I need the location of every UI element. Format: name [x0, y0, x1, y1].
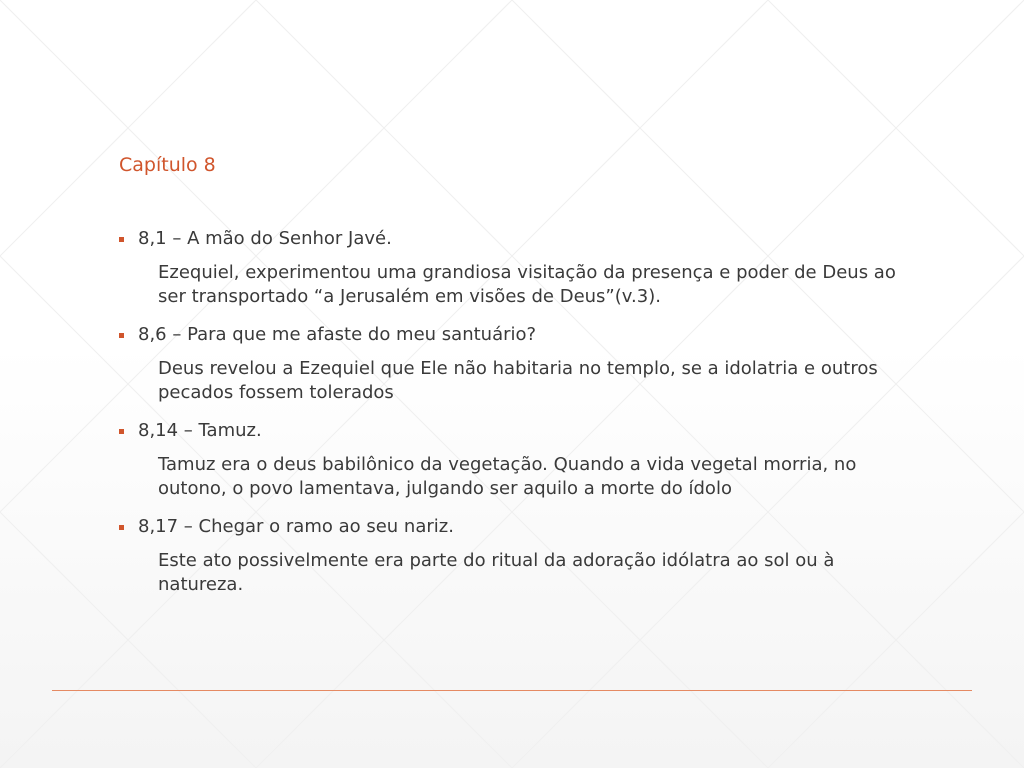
item-description: Tamuz era o deus babilônico da vegetação. Quando a vida vegetal morria, no outono, o povo lamentava, julgando ser aquilo a morte do ídolo	[158, 454, 857, 499]
list-item	[118, 227, 918, 309]
square-bullet-icon	[119, 237, 124, 242]
footer-divider	[52, 690, 972, 691]
item-heading: 8,6 – Para que me afaste do meu santuário?	[138, 324, 537, 345]
item-description: Ezequiel, experimentou uma grandiosa visitação da presença e poder de Deus ao ser transportado “a Jerusalém em visões de Deus”(v.3).	[158, 262, 896, 307]
square-bullet-icon	[119, 333, 124, 338]
square-bullet-icon	[119, 429, 124, 434]
bullet-list	[118, 227, 918, 597]
list-item	[118, 515, 918, 597]
list-item	[118, 323, 918, 405]
item-heading: 8,1 – A mão do Senhor Javé.	[138, 228, 392, 249]
item-heading: 8,17 – Chegar o ramo ao seu nariz.	[138, 516, 454, 537]
item-description: Este ato possivelmente era parte do ritual da adoração idólatra ao sol ou à natureza.	[158, 550, 835, 595]
item-description: Deus revelou a Ezequiel que Ele não habitaria no templo, se a idolatria e outros pecados fossem tolerados	[158, 358, 878, 403]
list-item	[118, 419, 918, 501]
slide-title: Capítulo 8	[119, 154, 216, 176]
item-heading: 8,14 – Tamuz.	[138, 420, 262, 441]
square-bullet-icon	[119, 525, 124, 530]
